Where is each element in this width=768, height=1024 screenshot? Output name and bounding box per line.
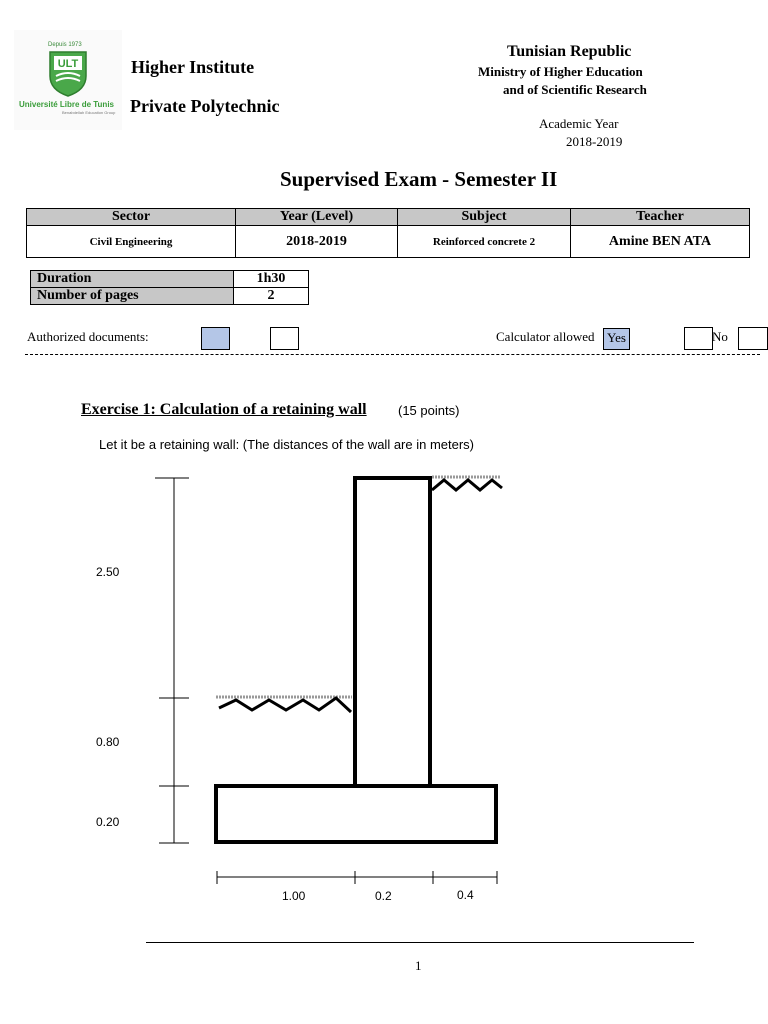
value-sector: Civil Engineering (27, 226, 236, 258)
pages-label: Number of pages (31, 288, 234, 305)
calculator-yes-box[interactable] (684, 327, 713, 350)
ministry-line2: and of Scientific Research (503, 82, 647, 97)
exercise-title: Exercise 1: Calculation of a retaining wall (81, 401, 367, 418)
exam-info-value-row (27, 226, 750, 258)
cut-line-divider (25, 354, 760, 355)
authorized-no-checkbox[interactable] (270, 327, 299, 350)
university-logo (14, 30, 122, 130)
dim-height-base: 0.20 (96, 815, 120, 829)
value-teacher: Amine BEN ATA (571, 226, 750, 258)
dim-stem-width: 0.2 (375, 889, 392, 903)
exercise-intro: Let it be a retaining wall: (The distances of the wall are in meters) (99, 437, 475, 452)
duration-table (30, 270, 309, 305)
dim-toe-width: 0.4 (457, 888, 474, 902)
wall-stem (355, 478, 430, 786)
exam-info-header-row (27, 209, 750, 226)
dim-height-embed: 0.80 (96, 735, 120, 749)
value-year: 2018-2019 (236, 226, 398, 258)
exam-title: Supervised Exam - Semester II (280, 167, 558, 191)
header-subject: Subject (398, 209, 571, 226)
horizontal-dimension-line (217, 871, 497, 884)
pages-row (31, 288, 309, 305)
calculator-no-checkbox[interactable] (738, 327, 768, 350)
duration-label: Duration (31, 271, 234, 288)
page-number: 1 (415, 958, 422, 973)
dim-heel-width: 1.00 (282, 889, 306, 903)
academic-year-label: Academic Year (539, 116, 619, 131)
shield-icon (46, 48, 90, 98)
logo-tagline: Benabdellah Education Group (62, 110, 116, 115)
logo-established: Depuis 1973 (48, 42, 82, 48)
authorized-documents-label: Authorized documents: (27, 329, 149, 344)
footer-divider (146, 942, 694, 943)
duration-row (31, 271, 309, 288)
academic-year-value: 2018-2019 (566, 134, 623, 149)
value-subject: Reinforced concrete 2 (398, 226, 571, 258)
authorized-yes-checkbox[interactable] (201, 327, 230, 350)
institute-line2: Private Polytechnic (130, 96, 280, 116)
header-year: Year (Level) (236, 209, 398, 226)
exercise-points: (15 points) (398, 403, 460, 418)
logo-university-name: Université Libre de Tunis (19, 100, 114, 109)
dim-height-stem: 2.50 (96, 565, 120, 579)
pages-value: 2 (234, 288, 309, 305)
wall-footing (216, 786, 496, 842)
vertical-dimension-line (155, 478, 189, 843)
header-sector: Sector (27, 209, 236, 226)
soil-line-right (432, 480, 502, 490)
soil-line-left (219, 698, 351, 712)
republic-title: Tunisian Republic (507, 43, 632, 60)
logo-acronym: ULT (57, 58, 79, 70)
exam-info-table (26, 208, 750, 258)
calculator-yes-checkbox[interactable]: Yes (603, 328, 630, 350)
ministry-line1: Ministry of Higher Education (478, 64, 643, 79)
retaining-wall-diagram (0, 460, 768, 920)
institute-line1: Higher Institute (131, 57, 255, 77)
header-teacher: Teacher (571, 209, 750, 226)
calculator-no-label: No (712, 329, 728, 344)
duration-value: 1h30 (234, 271, 309, 288)
calculator-label: Calculator allowed (496, 329, 595, 344)
